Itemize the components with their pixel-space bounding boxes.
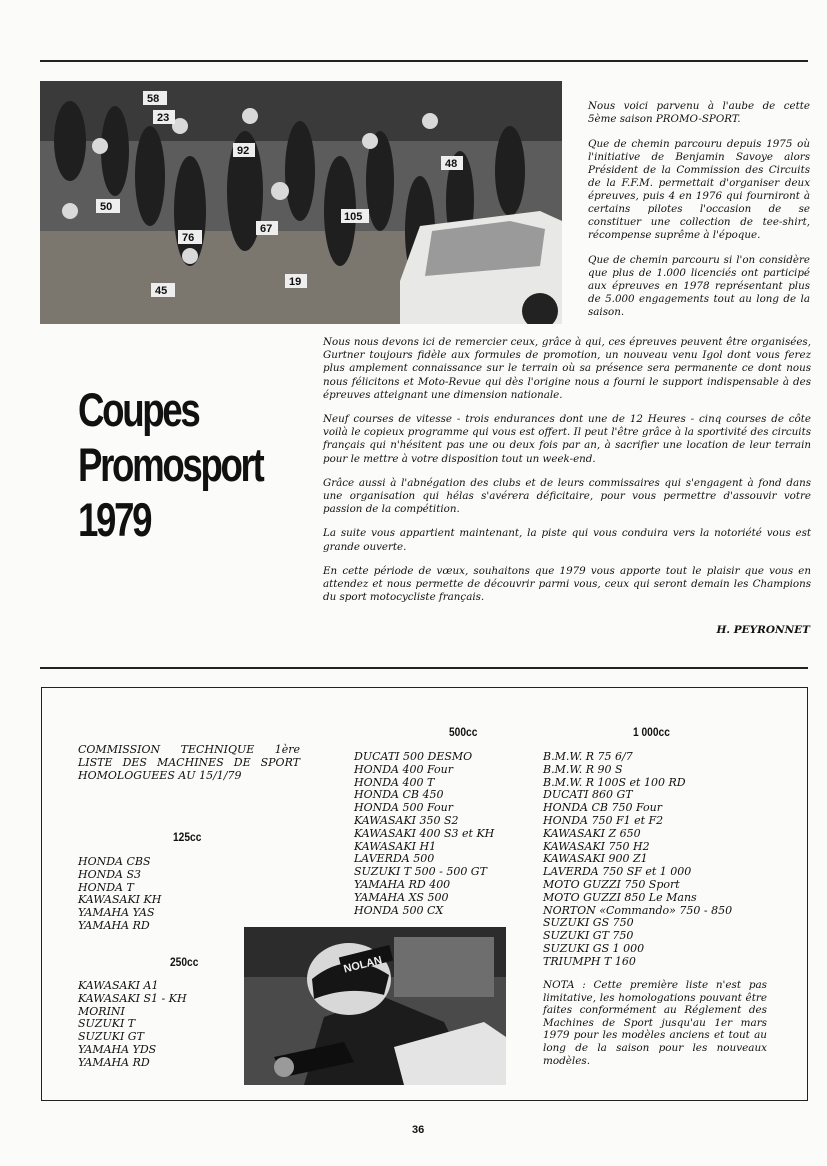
list-item: MOTO GUZZI 750 Sport	[543, 877, 680, 891]
title-line: 1979	[78, 493, 151, 546]
rider-photo	[244, 927, 506, 1085]
list-item: B.M.W. R 90 S	[543, 762, 623, 776]
list-250cc	[78, 980, 187, 1070]
list-item: HONDA 400 Four	[354, 762, 453, 776]
list-item: YAMAHA RD	[78, 1055, 150, 1069]
intro-text	[588, 100, 810, 331]
list-500cc	[354, 751, 494, 917]
paddock-crowd-photo	[40, 81, 562, 324]
list-item: NORTON «Commando» 750 - 850	[543, 903, 733, 917]
rider-illustration	[244, 927, 506, 1085]
body-paragraph: La suite vous appartient maintenant, la piste qui vous conduira vers la notoriété vous est grande ouverte.	[323, 527, 811, 553]
race-number-plate: 92	[237, 145, 250, 157]
category-heading-500: 500cc	[449, 725, 478, 739]
intro-paragraph: Que de chemin parcouru si l'on considère que plus de 1.000 licenciés ont participé aux épreuves en 1978 représentant plus de 5.000 engagements tout au long de la saison.	[588, 254, 810, 318]
top-rule	[40, 60, 808, 62]
title-line: Promosport	[78, 438, 263, 491]
list-item: YAMAHA RD 400	[354, 877, 451, 891]
category-heading-125: 125cc	[173, 830, 202, 844]
list-item: HONDA T	[78, 880, 134, 894]
list-item: HONDA 500 Four	[354, 801, 453, 815]
list-item: SUZUKI T 500 - 500 GT	[354, 865, 487, 879]
body-paragraph: En cette période de vœux, souhaitons que 1979 vous apporte tout le plaisir que vous en attendez et nous permette de découvrir parmi vous, ceux qui seront demain les Champions du sport motocycliste français.	[323, 564, 811, 604]
list-item: KAWASAKI 900 Z1	[543, 852, 648, 866]
list-item: B.M.W. R 100S et 100 RD	[543, 775, 686, 789]
list-item: HONDA 500 CX	[354, 903, 444, 917]
list-item: KAWASAKI A1	[78, 979, 159, 992]
list-item: KAWASAKI KH	[78, 893, 162, 907]
list-item: DUCATI 500 DESMO	[354, 750, 473, 763]
race-number-plate: 50	[100, 201, 113, 213]
list-item: SUZUKI GT	[78, 1030, 144, 1044]
paddock-crowd-illustration	[40, 81, 562, 324]
list-item: B.M.W. R 75 6/7	[543, 750, 633, 763]
list-item: YAMAHA RD	[78, 918, 150, 932]
race-number-plate: 45	[155, 285, 168, 297]
page-number: 36	[412, 1124, 425, 1136]
list-item: HONDA 400 T	[354, 775, 435, 789]
author-signature: H. PEYRONNET	[716, 624, 810, 636]
list-item: HONDA CB 750 Four	[543, 801, 662, 815]
helmet-brand-text: NOLAN	[342, 954, 384, 976]
list-item: TRIUMPH T 160	[543, 954, 636, 968]
race-number-plate: 76	[182, 232, 195, 244]
list-item: SUZUKI GT 750	[543, 929, 634, 943]
title-line: Coupes	[78, 383, 199, 436]
race-number-plate: 58	[147, 93, 160, 105]
category-heading-250: 250cc	[170, 955, 199, 969]
list-item: DUCATI 860 GT	[543, 788, 633, 802]
article-title	[78, 382, 263, 547]
list-item: LAVERDA 750 SF et 1 000	[543, 865, 692, 879]
race-number-plate: 19	[289, 276, 302, 288]
category-heading-1000: 1 000cc	[633, 725, 670, 739]
intro-paragraph: Que de chemin parcouru depuis 1975 où l'initiative de Benjamin Savoye alors Président de la Commission des Circuits de la F.F.M. permettait d'organiser deux épreuves, puis 4 en 1976 qui fourniront à certains pilotes l'occasion de se constituer une collection de tee-shirt, récompense suprême à l'époque.	[588, 138, 810, 241]
list-item: MOTO GUZZI 850 Le Mans	[543, 890, 697, 904]
list-item: KAWASAKI 350 S2	[354, 813, 459, 827]
list-item: KAWASAKI S1 - KH	[78, 991, 187, 1005]
body-paragraph: Neuf courses de vitesse - trois endurances dont une de 12 Heures - cinq courses de côte voilà le copieux programme qui vous est offert. Il peut l'être grâce à la sportivité des circuits français qui n'hésitent pas une ou deux fois par an, à sacrifier une location de leur terrain pour le mettre à votre disposition tout un week-end.	[323, 413, 811, 465]
list-item: SUZUKI T	[78, 1017, 136, 1031]
list-1000cc	[543, 751, 732, 969]
article-body	[323, 336, 811, 615]
intro-paragraph: Nous voici parvenu à l'aube de cette 5ème saison PROMO-SPORT.	[588, 100, 810, 125]
list-item: HONDA CBS	[78, 855, 151, 868]
list-125cc	[78, 856, 161, 933]
body-paragraph: Grâce aussi à l'abnégation des clubs et de leurs commissaires qui s'engagent à fond dans une organisation qui hélas s'avérera déficitaire, pour vous permettre d'assouvir votre passion de la compétition.	[323, 476, 811, 516]
nota-text: NOTA : Cette première liste n'est pas limitative, les homologations pouvant être faites conformément au Réglement des Machines de Sport jusqu'au 1er mars 1979 pour les modèles anciens et tout au long de la saison pour les nouveaux modèles.	[543, 979, 767, 1067]
list-item: KAWASAKI 400 S3 et KH	[354, 826, 495, 840]
list-item: KAWASAKI H1	[354, 839, 437, 853]
list-item: KAWASAKI Z 650	[543, 826, 641, 840]
list-item: HONDA CB 450	[354, 788, 444, 802]
body-paragraph: Nous nous devons ici de remercier ceux, grâce à qui, ces épreuves peuvent être organisées, Gurtner toujours fidèle aux formules de promotion, un nouveau venu Igol dont vous ferez plus amplement connaissance sur le terrain où sa présence sera permanente ce dont nous nous félicitons et Moto-Revue qui dès l'origine nous a fourni le support indispensable à des épreuves atteignant une dimension nationale.	[323, 336, 811, 401]
race-number-plate: 105	[344, 211, 363, 223]
list-item: HONDA S3	[78, 867, 142, 881]
list-item: SUZUKI GS 1 000	[543, 941, 645, 955]
race-number-plate: 67	[260, 223, 273, 235]
list-item: YAMAHA XS 500	[354, 890, 449, 904]
list-item: LAVERDA 500	[354, 852, 435, 866]
list-item: YAMAHA YDS	[78, 1042, 157, 1056]
list-item: KAWASAKI 750 H2	[543, 839, 650, 853]
list-item: YAMAHA YAS	[78, 906, 155, 920]
list-item: MORINI	[78, 1004, 125, 1018]
commission-heading: COMMISSION TECHNIQUE 1ère LISTE DES MACHINES DE SPORT HOMOLOGUEES AU 15/1/79	[78, 743, 300, 782]
middle-rule	[40, 667, 808, 669]
race-number-plate: 23	[157, 112, 170, 124]
race-number-plate: 48	[445, 158, 458, 170]
list-item: SUZUKI GS 750	[543, 916, 634, 930]
list-item: HONDA 750 F1 et F2	[543, 813, 664, 827]
